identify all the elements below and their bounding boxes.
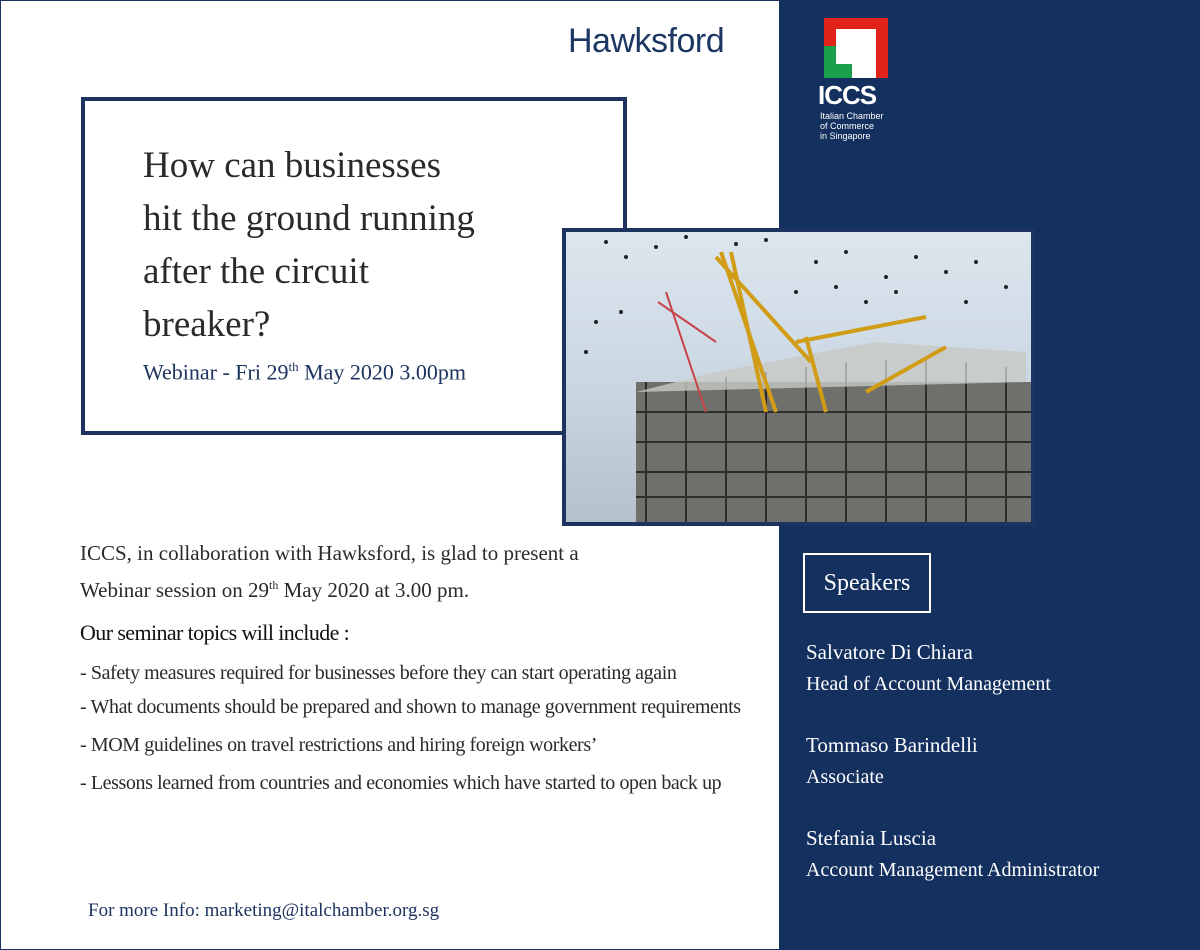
iccs-logo	[818, 18, 898, 141]
list-item: - What documents should be prepared and shown to manage government requirements	[80, 696, 741, 718]
topics-heading: Our seminar topics will include :	[80, 620, 350, 645]
headline-line: hit the ground running	[143, 198, 475, 239]
headline-title	[143, 139, 563, 351]
intro-text: ICCS, in collaboration with Hawksford, is glad to present a Webinar session on 29th May 2020 at 3.00 pm.	[80, 541, 579, 602]
iccs-logo-acronym: ICCS	[818, 80, 877, 110]
speaker-card	[806, 822, 1099, 886]
speaker-card	[806, 729, 978, 793]
speaker-role: Account Management Administrator	[806, 859, 1100, 881]
headline-line: How can businesses	[143, 145, 442, 186]
speakers-heading: Speakers	[823, 570, 911, 596]
contact-email-link[interactable]: For more Info: marketing@italchamber.org.sg	[88, 900, 440, 921]
list-item: - Safety measures required for businesses before they can start operating again	[80, 662, 677, 684]
construction-cranes-photo	[562, 228, 1035, 526]
list-item: - Lessons learned from countries and economies which have started to open back up	[80, 772, 722, 794]
speaker-role: Associate	[806, 766, 884, 788]
webinar-date: Webinar - Fri 29th May 2020 3.00pm	[143, 359, 467, 385]
headline-box	[81, 97, 627, 435]
speaker-card	[806, 636, 1051, 700]
speaker-role: Head of Account Management	[806, 673, 1051, 695]
speaker-name: Stefania Luscia	[806, 826, 937, 850]
headline-line: breaker?	[143, 304, 271, 345]
iccs-logo-subtitle: Italian Chamber of Commerce in Singapore	[820, 111, 884, 141]
list-item: - MOM guidelines on travel restrictions and hiring foreign workers’	[80, 734, 597, 756]
speaker-name: Salvatore Di Chiara	[806, 640, 973, 664]
speaker-name: Tommaso Barindelli	[806, 733, 978, 757]
topics-list	[80, 662, 760, 806]
headline-line: after the circuit	[143, 251, 369, 292]
iccs-logo-mark-icon	[818, 18, 890, 78]
hawksford-logo: Hawksford	[568, 22, 725, 60]
speakers-heading-box	[803, 553, 931, 613]
